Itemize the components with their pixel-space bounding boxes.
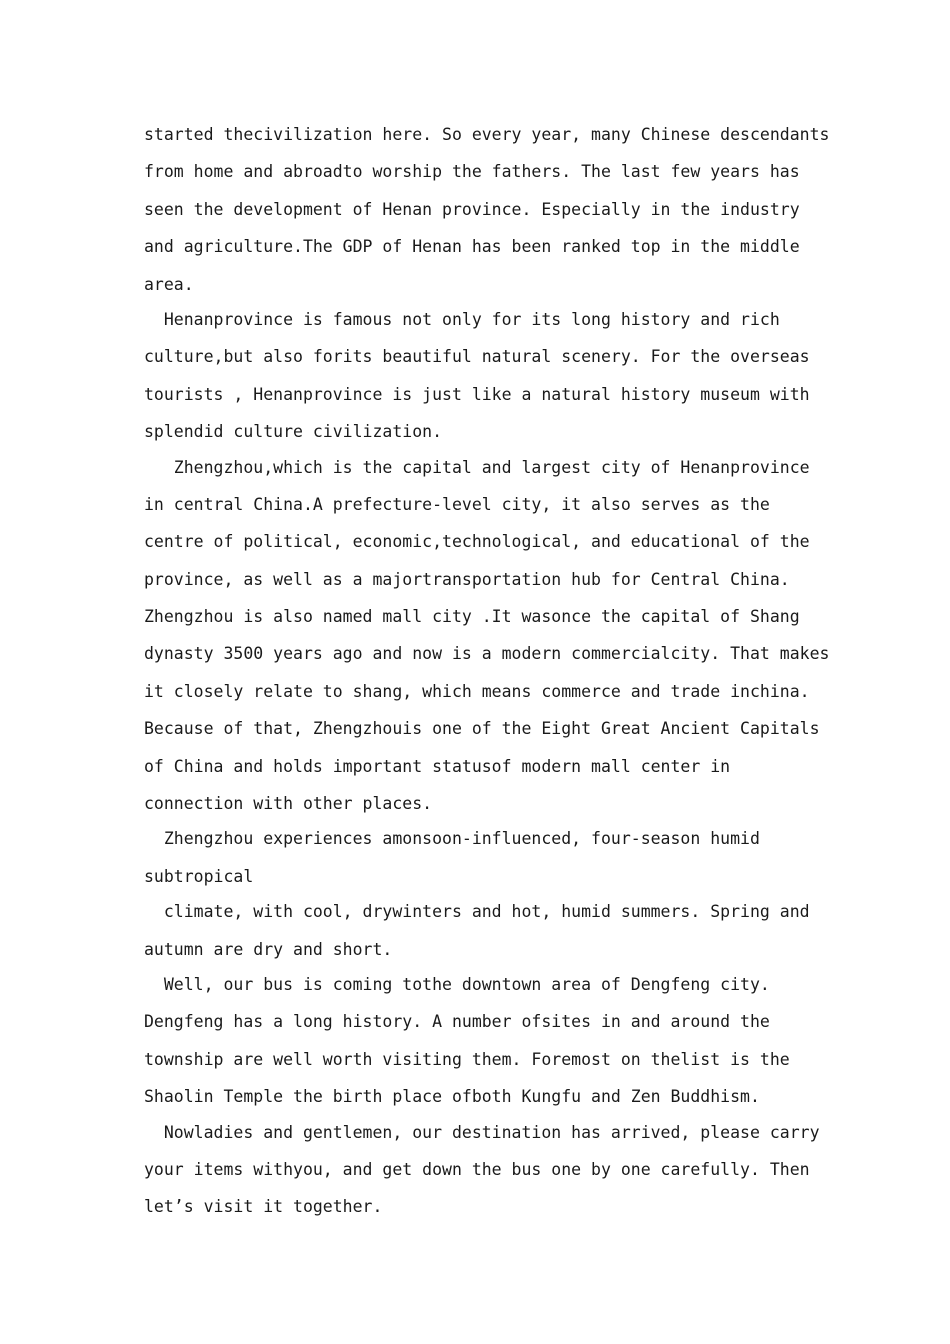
text-line: centre of political, economic,technological, and educational of the (144, 532, 810, 552)
text-line: Zhengzhou,which is the capital and largest city of Henanprovince (144, 457, 810, 477)
text-line: and agriculture.The GDP of Henan has been ranked top in the middle (144, 237, 800, 257)
text-line: subtropical (144, 866, 254, 886)
text-line: province, as well as a majortransportation hub for Central China. (144, 569, 790, 589)
text-line: from home and abroadto worship the fathers. The last few years has (144, 162, 800, 182)
paragraph-climate-cont (144, 893, 824, 968)
text-line: township are well worth visiting them. Foremost on thelist is the (144, 1049, 790, 1069)
text-line: your items withyou, and get down the bus one by one carefully. Then (144, 1159, 810, 1179)
paragraph-dengfeng (144, 966, 824, 1116)
paragraph-history (144, 116, 830, 303)
paragraph-arrival (144, 1114, 824, 1226)
text-line: Shaolin Temple the birth place ofboth Kungfu and Zen Buddhism. (144, 1087, 760, 1107)
text-line: Well, our bus is coming tothe downtown area of Dengfeng city. (144, 974, 770, 994)
text-line: splendid culture civilization. (144, 422, 443, 442)
text-line: climate, with cool, drywinters and hot, humid summers. Spring and (144, 902, 810, 922)
text-line: autumn are dry and short. (144, 939, 393, 959)
text-line: dynasty 3500 years ago and now is a modern commercialcity. That makes (144, 644, 830, 664)
text-line: seen the development of Henan province. Especially in the industry (144, 199, 800, 219)
text-line: Zhengzhou is also named mall city .It wasonce the capital of Shang (144, 607, 800, 627)
paragraph-climate (144, 820, 824, 895)
text-line: area. (144, 274, 194, 294)
text-line: started thecivilization here. So every year, many Chinese descendants (144, 125, 830, 144)
text-line: Dengfeng has a long history. A number ofsites in and around the (144, 1012, 770, 1032)
text-line: Henanprovince is famous not only for its long history and rich (144, 309, 780, 329)
text-line: in central China.A prefecture-level city, it also serves as the (144, 494, 770, 514)
text-line: Nowladies and gentlemen, our destination has arrived, please carry (144, 1122, 820, 1142)
text-line: culture,but also forits beautiful natural scenery. For the overseas (144, 347, 810, 367)
text-line: connection with other places. (144, 794, 433, 814)
text-line: Because of that, Zhengzhouis one of the Eight Great Ancient Capitals (144, 719, 820, 739)
text-line: of China and holds important statusof modern mall center in (144, 756, 731, 776)
body-text (144, 118, 830, 1226)
text-line: let’s visit it together. (144, 1197, 383, 1217)
text-line: tourists , Henanprovince is just like a natural history museum with (144, 384, 810, 404)
paragraph-zhengzhou (144, 449, 830, 823)
paragraph-scenery (144, 301, 824, 451)
text-line: it closely relate to shang, which means commerce and trade inchina. (144, 681, 810, 701)
text-line: Zhengzhou experiences amonsoon-influenced, four-season humid (144, 829, 760, 849)
